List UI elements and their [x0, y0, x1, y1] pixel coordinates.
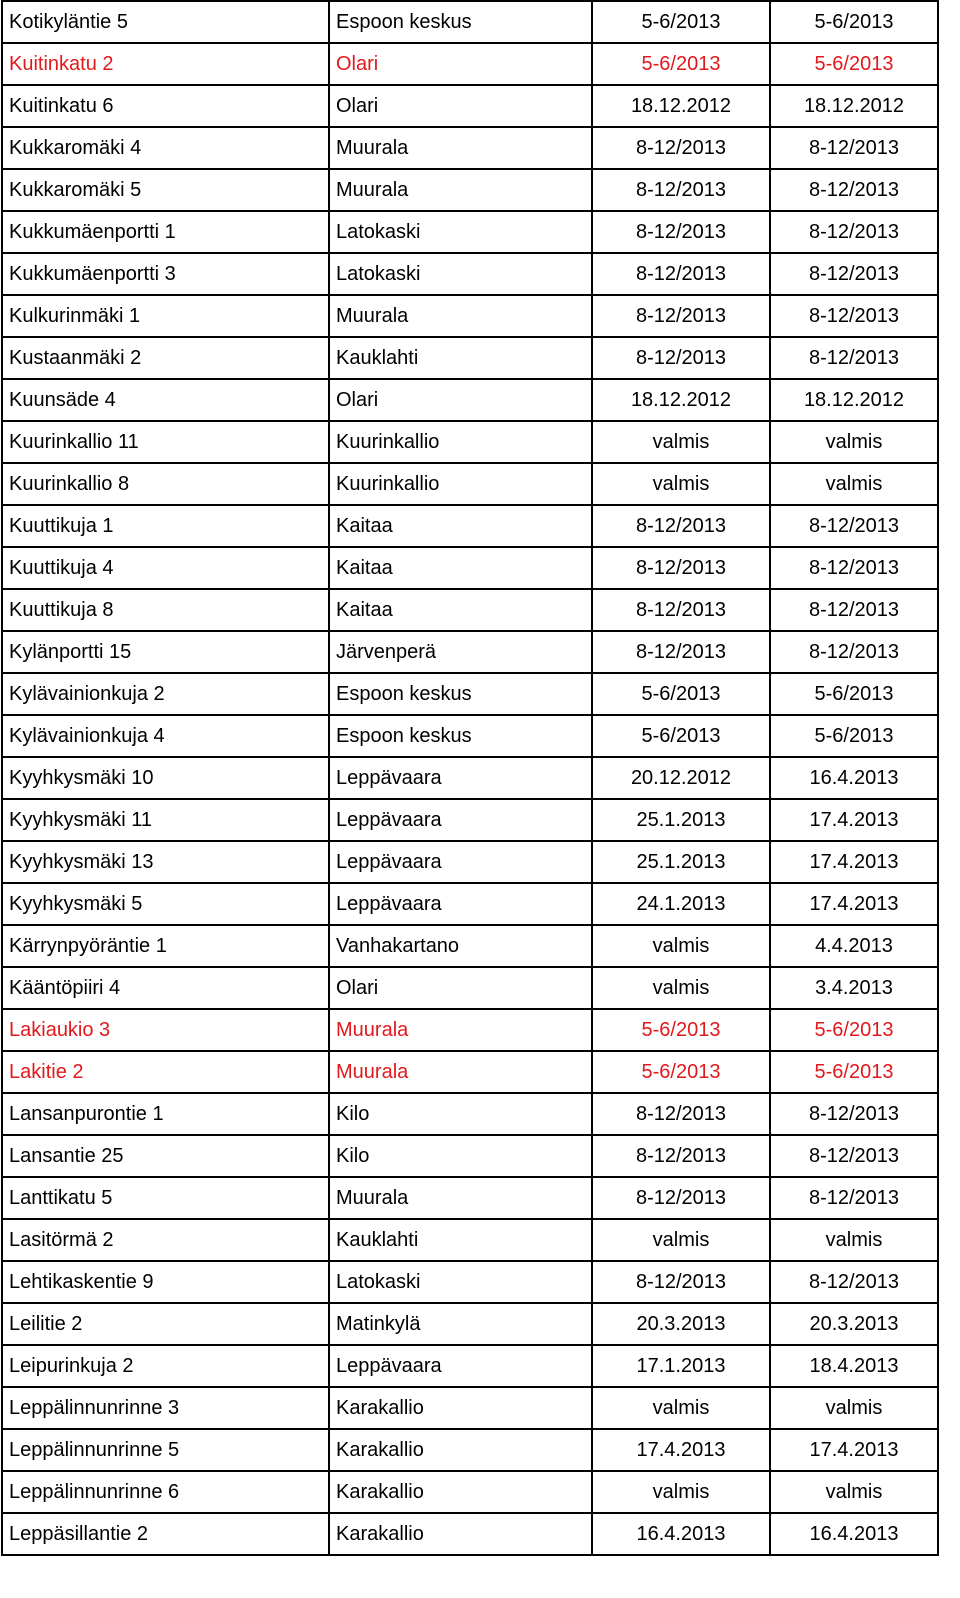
date-cell: 24.1.2013	[592, 883, 770, 925]
street-cell: Kääntöpiiri 4	[2, 967, 329, 1009]
area-cell: Muurala	[329, 1051, 592, 1093]
area-cell: Karakallio	[329, 1513, 592, 1555]
date-cell: 3.4.2013	[770, 967, 938, 1009]
date-cell: 5-6/2013	[592, 715, 770, 757]
date-cell: 18.12.2012	[592, 85, 770, 127]
street-cell: Kylänportti 15	[2, 631, 329, 673]
date-cell: 8-12/2013	[592, 211, 770, 253]
date-cell: 8-12/2013	[770, 505, 938, 547]
area-cell: Olari	[329, 379, 592, 421]
table-row	[2, 1219, 938, 1261]
date-cell: valmis	[592, 421, 770, 463]
date-cell: valmis	[770, 1219, 938, 1261]
table-row	[2, 211, 938, 253]
table-row	[2, 1, 938, 43]
area-cell: Leppävaara	[329, 883, 592, 925]
date-cell: 17.4.2013	[770, 1429, 938, 1471]
area-cell: Kaitaa	[329, 505, 592, 547]
table-row	[2, 127, 938, 169]
table-row	[2, 1051, 938, 1093]
street-cell: Lasitörmä 2	[2, 1219, 329, 1261]
date-cell: 18.12.2012	[770, 379, 938, 421]
table-row	[2, 337, 938, 379]
street-cell: Kylävainionkuja 2	[2, 673, 329, 715]
date-cell: valmis	[592, 925, 770, 967]
street-cell: Leilitie 2	[2, 1303, 329, 1345]
date-cell: 5-6/2013	[770, 1051, 938, 1093]
area-cell: Järvenperä	[329, 631, 592, 673]
date-cell: 17.4.2013	[770, 883, 938, 925]
area-cell: Leppävaara	[329, 757, 592, 799]
date-cell: 8-12/2013	[592, 505, 770, 547]
table-row	[2, 253, 938, 295]
date-cell: 16.4.2013	[592, 1513, 770, 1555]
date-cell: valmis	[770, 1387, 938, 1429]
address-schedule-table	[1, 0, 939, 1556]
table-row	[2, 799, 938, 841]
table-row	[2, 421, 938, 463]
date-cell: 18.4.2013	[770, 1345, 938, 1387]
table-row	[2, 589, 938, 631]
table-row	[2, 1471, 938, 1513]
street-cell: Leppäsillantie 2	[2, 1513, 329, 1555]
area-cell: Kauklahti	[329, 337, 592, 379]
date-cell: 8-12/2013	[770, 127, 938, 169]
date-cell: 8-12/2013	[592, 337, 770, 379]
date-cell: 8-12/2013	[592, 1093, 770, 1135]
table-row	[2, 43, 938, 85]
table-row	[2, 1429, 938, 1471]
date-cell: valmis	[592, 1387, 770, 1429]
area-cell: Kilo	[329, 1093, 592, 1135]
date-cell: valmis	[770, 421, 938, 463]
street-cell: Lehtikaskentie 9	[2, 1261, 329, 1303]
date-cell: 8-12/2013	[770, 337, 938, 379]
street-cell: Kukkumäenportti 3	[2, 253, 329, 295]
date-cell: 8-12/2013	[770, 547, 938, 589]
date-cell: 17.4.2013	[592, 1429, 770, 1471]
date-cell: 25.1.2013	[592, 841, 770, 883]
area-cell: Muurala	[329, 1009, 592, 1051]
street-cell: Kuuttikuja 4	[2, 547, 329, 589]
street-cell: Kyyhkysmäki 10	[2, 757, 329, 799]
date-cell: 8-12/2013	[770, 211, 938, 253]
street-cell: Kulkurinmäki 1	[2, 295, 329, 337]
area-cell: Leppävaara	[329, 841, 592, 883]
date-cell: 8-12/2013	[770, 1135, 938, 1177]
area-cell: Matinkylä	[329, 1303, 592, 1345]
date-cell: 5-6/2013	[592, 1051, 770, 1093]
area-cell: Latokaski	[329, 1261, 592, 1303]
date-cell: 5-6/2013	[770, 43, 938, 85]
date-cell: 8-12/2013	[592, 127, 770, 169]
date-cell: valmis	[592, 967, 770, 1009]
street-cell: Kylävainionkuja 4	[2, 715, 329, 757]
street-cell: Kuurinkallio 11	[2, 421, 329, 463]
street-cell: Kukkumäenportti 1	[2, 211, 329, 253]
table-row	[2, 925, 938, 967]
date-cell: 8-12/2013	[770, 589, 938, 631]
date-cell: valmis	[592, 463, 770, 505]
date-cell: 20.3.2013	[770, 1303, 938, 1345]
table-row	[2, 1135, 938, 1177]
date-cell: valmis	[770, 1471, 938, 1513]
date-cell: 17.4.2013	[770, 841, 938, 883]
area-cell: Kilo	[329, 1135, 592, 1177]
area-cell: Espoon keskus	[329, 715, 592, 757]
area-cell: Kuurinkallio	[329, 421, 592, 463]
table-row	[2, 841, 938, 883]
date-cell: 17.1.2013	[592, 1345, 770, 1387]
date-cell: 5-6/2013	[592, 43, 770, 85]
date-cell: 8-12/2013	[592, 589, 770, 631]
date-cell: 20.3.2013	[592, 1303, 770, 1345]
street-cell: Kyyhkysmäki 11	[2, 799, 329, 841]
table-row	[2, 1513, 938, 1555]
street-cell: Kukkaromäki 5	[2, 169, 329, 211]
area-cell: Muurala	[329, 1177, 592, 1219]
date-cell: 5-6/2013	[592, 673, 770, 715]
date-cell: 5-6/2013	[592, 1009, 770, 1051]
table-row	[2, 715, 938, 757]
date-cell: 8-12/2013	[592, 295, 770, 337]
street-cell: Kuuttikuja 1	[2, 505, 329, 547]
date-cell: 8-12/2013	[770, 1261, 938, 1303]
area-cell: Kuurinkallio	[329, 463, 592, 505]
table-row	[2, 1303, 938, 1345]
street-cell: Leppälinnunrinne 5	[2, 1429, 329, 1471]
date-cell: 8-12/2013	[770, 1177, 938, 1219]
date-cell: 18.12.2012	[592, 379, 770, 421]
street-cell: Kuitinkatu 2	[2, 43, 329, 85]
area-cell: Vanhakartano	[329, 925, 592, 967]
date-cell: valmis	[592, 1471, 770, 1513]
area-cell: Karakallio	[329, 1429, 592, 1471]
date-cell: 8-12/2013	[770, 295, 938, 337]
date-cell: 8-12/2013	[592, 169, 770, 211]
street-cell: Kuitinkatu 6	[2, 85, 329, 127]
date-cell: 18.12.2012	[770, 85, 938, 127]
area-cell: Espoon keskus	[329, 1, 592, 43]
date-cell: valmis	[592, 1219, 770, 1261]
table-row	[2, 463, 938, 505]
table-row	[2, 673, 938, 715]
table-row	[2, 295, 938, 337]
date-cell: 8-12/2013	[770, 169, 938, 211]
table-row	[2, 883, 938, 925]
date-cell: 8-12/2013	[592, 253, 770, 295]
date-cell: 5-6/2013	[770, 1, 938, 43]
street-cell: Kuunsäde 4	[2, 379, 329, 421]
date-cell: 16.4.2013	[770, 757, 938, 799]
area-cell: Latokaski	[329, 211, 592, 253]
date-cell: 8-12/2013	[592, 631, 770, 673]
area-cell: Olari	[329, 85, 592, 127]
area-cell: Leppävaara	[329, 1345, 592, 1387]
street-cell: Kyyhkysmäki 13	[2, 841, 329, 883]
street-cell: Kotikyläntie 5	[2, 1, 329, 43]
area-cell: Muurala	[329, 127, 592, 169]
date-cell: 8-12/2013	[592, 1177, 770, 1219]
table-row	[2, 1177, 938, 1219]
street-cell: Leppälinnunrinne 6	[2, 1471, 329, 1513]
area-cell: Kaitaa	[329, 547, 592, 589]
date-cell: 8-12/2013	[770, 631, 938, 673]
table-row	[2, 85, 938, 127]
table-row	[2, 631, 938, 673]
date-cell: 8-12/2013	[592, 1135, 770, 1177]
date-cell: 5-6/2013	[770, 673, 938, 715]
table-row	[2, 1093, 938, 1135]
area-cell: Karakallio	[329, 1471, 592, 1513]
table-row	[2, 967, 938, 1009]
area-cell: Karakallio	[329, 1387, 592, 1429]
street-cell: Kustaanmäki 2	[2, 337, 329, 379]
area-cell: Latokaski	[329, 253, 592, 295]
date-cell: 8-12/2013	[592, 1261, 770, 1303]
table-row	[2, 169, 938, 211]
table-row	[2, 505, 938, 547]
street-cell: Kärrynpyöräntie 1	[2, 925, 329, 967]
date-cell: 16.4.2013	[770, 1513, 938, 1555]
date-cell: 8-12/2013	[770, 253, 938, 295]
area-cell: Muurala	[329, 295, 592, 337]
area-cell: Olari	[329, 43, 592, 85]
table-row	[2, 1009, 938, 1051]
area-cell: Leppävaara	[329, 799, 592, 841]
table-row	[2, 1345, 938, 1387]
date-cell: 8-12/2013	[592, 547, 770, 589]
street-cell: Lansantie 25	[2, 1135, 329, 1177]
table-body	[2, 1, 938, 1555]
street-cell: Kuuttikuja 8	[2, 589, 329, 631]
area-cell: Kauklahti	[329, 1219, 592, 1261]
street-cell: Lanttikatu 5	[2, 1177, 329, 1219]
date-cell: 25.1.2013	[592, 799, 770, 841]
table-row	[2, 379, 938, 421]
area-cell: Olari	[329, 967, 592, 1009]
date-cell: 4.4.2013	[770, 925, 938, 967]
date-cell: 5-6/2013	[592, 1, 770, 43]
street-cell: Lakiaukio 3	[2, 1009, 329, 1051]
table-row	[2, 757, 938, 799]
table-row	[2, 1387, 938, 1429]
area-cell: Espoon keskus	[329, 673, 592, 715]
street-cell: Lakitie 2	[2, 1051, 329, 1093]
street-cell: Kyyhkysmäki 5	[2, 883, 329, 925]
table-row	[2, 1261, 938, 1303]
street-cell: Kukkaromäki 4	[2, 127, 329, 169]
date-cell: 20.12.2012	[592, 757, 770, 799]
area-cell: Muurala	[329, 169, 592, 211]
date-cell: 17.4.2013	[770, 799, 938, 841]
table-row	[2, 547, 938, 589]
date-cell: valmis	[770, 463, 938, 505]
date-cell: 8-12/2013	[770, 1093, 938, 1135]
date-cell: 5-6/2013	[770, 715, 938, 757]
area-cell: Kaitaa	[329, 589, 592, 631]
street-cell: Leppälinnunrinne 3	[2, 1387, 329, 1429]
date-cell: 5-6/2013	[770, 1009, 938, 1051]
street-cell: Leipurinkuja 2	[2, 1345, 329, 1387]
street-cell: Kuurinkallio 8	[2, 463, 329, 505]
street-cell: Lansanpurontie 1	[2, 1093, 329, 1135]
